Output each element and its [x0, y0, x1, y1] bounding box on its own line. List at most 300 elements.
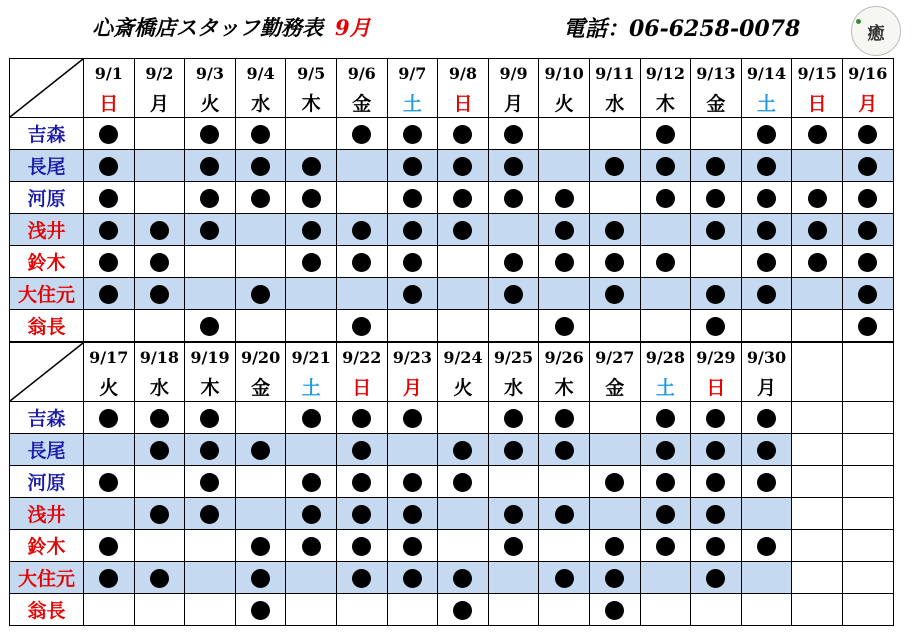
shift-cell: [235, 402, 286, 434]
on-duty-dot-icon: [453, 569, 472, 588]
shift-cell: [691, 214, 742, 246]
shift-cell: [134, 246, 185, 278]
weekday-header: 日: [792, 88, 843, 118]
on-duty-dot-icon: [504, 409, 523, 428]
shift-cell: [185, 562, 236, 594]
date-header: 9/19: [185, 343, 236, 373]
shift-cell: [792, 182, 843, 214]
on-duty-dot-icon: [605, 537, 624, 556]
shift-cell: [336, 594, 387, 626]
shift-cell: [134, 118, 185, 150]
shift-cell: [741, 118, 792, 150]
shift-cell: [438, 594, 489, 626]
on-duty-dot-icon: [656, 441, 675, 460]
on-duty-dot-icon: [656, 537, 675, 556]
shift-cell: [336, 530, 387, 562]
on-duty-dot-icon: [251, 441, 270, 460]
on-duty-dot-icon: [504, 189, 523, 208]
on-duty-dot-icon: [605, 601, 624, 620]
on-duty-dot-icon: [200, 221, 219, 240]
on-duty-dot-icon: [251, 157, 270, 176]
shift-cell: [488, 278, 539, 310]
weekday-header: 日: [438, 88, 489, 118]
on-duty-dot-icon: [555, 441, 574, 460]
shift-cell: [185, 118, 236, 150]
shift-cell: [438, 214, 489, 246]
on-duty-dot-icon: [808, 253, 827, 272]
staff-name: 長尾: [10, 150, 84, 182]
shift-cell: [286, 278, 337, 310]
weekday-header: 火: [438, 372, 489, 402]
page-header: [0, 0, 916, 58]
shift-cell: [539, 150, 590, 182]
on-duty-dot-icon: [403, 473, 422, 492]
on-duty-dot-icon: [555, 317, 574, 336]
on-duty-dot-icon: [555, 409, 574, 428]
on-duty-dot-icon: [706, 189, 725, 208]
weekday-header: 木: [539, 372, 590, 402]
staff-row: [10, 466, 894, 498]
on-duty-dot-icon: [99, 537, 118, 556]
shift-cell: [438, 434, 489, 466]
shift-cell: [640, 466, 691, 498]
shift-cell: [488, 434, 539, 466]
on-duty-dot-icon: [200, 441, 219, 460]
weekday-header: 月: [741, 372, 792, 402]
weekday-row: [10, 88, 894, 118]
shift-cell: [842, 530, 893, 562]
shift-cell: [387, 246, 438, 278]
on-duty-dot-icon: [808, 125, 827, 144]
on-duty-dot-icon: [858, 253, 877, 272]
date-header: 9/24: [438, 343, 489, 373]
on-duty-dot-icon: [453, 221, 472, 240]
on-duty-dot-icon: [302, 253, 321, 272]
shift-cell: [134, 498, 185, 530]
shift-cell: [134, 434, 185, 466]
weekday-header: 日: [691, 372, 742, 402]
on-duty-dot-icon: [504, 505, 523, 524]
shift-cell: [691, 182, 742, 214]
shift-cell: [134, 182, 185, 214]
shift-cell: [640, 594, 691, 626]
shift-cell: [387, 402, 438, 434]
shift-cell: [640, 310, 691, 342]
on-duty-dot-icon: [757, 473, 776, 492]
diagonal-line: [10, 343, 83, 401]
shift-cell: [792, 246, 843, 278]
shift-cell: [640, 118, 691, 150]
shift-cell: [691, 562, 742, 594]
on-duty-dot-icon: [403, 569, 422, 588]
date-header: 9/5: [286, 59, 337, 89]
on-duty-dot-icon: [555, 221, 574, 240]
shift-cell: [336, 402, 387, 434]
shift-cell: [84, 466, 135, 498]
on-duty-dot-icon: [200, 157, 219, 176]
shift-cell: [134, 562, 185, 594]
shift-cell: [640, 530, 691, 562]
weekday-header: [842, 372, 893, 402]
shift-cell: [488, 530, 539, 562]
shift-cell: [792, 214, 843, 246]
date-header: 9/7: [387, 59, 438, 89]
shift-cell: [286, 434, 337, 466]
staff-name: 翁長: [10, 594, 84, 626]
shift-cell: [235, 562, 286, 594]
staff-row: [10, 310, 894, 342]
on-duty-dot-icon: [302, 409, 321, 428]
shift-cell: [539, 434, 590, 466]
shift-cell: [589, 594, 640, 626]
staff-row: [10, 434, 894, 466]
on-duty-dot-icon: [302, 221, 321, 240]
shift-cell: [589, 530, 640, 562]
shift-cell: [741, 466, 792, 498]
shift-cell: [691, 498, 742, 530]
shift-cell: [134, 150, 185, 182]
shift-cell: [539, 498, 590, 530]
shift-cell: [792, 594, 843, 626]
shift-cell: [640, 562, 691, 594]
shift-cell: [842, 434, 893, 466]
date-header: 9/21: [286, 343, 337, 373]
on-duty-dot-icon: [403, 537, 422, 556]
on-duty-dot-icon: [99, 157, 118, 176]
shift-cell: [438, 118, 489, 150]
on-duty-dot-icon: [200, 473, 219, 492]
date-header: 9/26: [539, 343, 590, 373]
on-duty-dot-icon: [656, 189, 675, 208]
on-duty-dot-icon: [555, 505, 574, 524]
date-header: 9/11: [589, 59, 640, 89]
on-duty-dot-icon: [403, 189, 422, 208]
shift-cell: [691, 594, 742, 626]
shift-cell: [539, 118, 590, 150]
date-header: 9/1: [84, 59, 135, 89]
on-duty-dot-icon: [706, 409, 725, 428]
shift-cell: [741, 402, 792, 434]
date-header: 9/10: [539, 59, 590, 89]
shift-cell: [438, 402, 489, 434]
shift-cell: [387, 530, 438, 562]
shift-cell: [741, 246, 792, 278]
on-duty-dot-icon: [706, 221, 725, 240]
on-duty-dot-icon: [352, 569, 371, 588]
on-duty-dot-icon: [858, 157, 877, 176]
on-duty-dot-icon: [200, 505, 219, 524]
date-header: 9/28: [640, 343, 691, 373]
weekday-header: 火: [185, 88, 236, 118]
date-header: 9/14: [741, 59, 792, 89]
shift-cell: [842, 466, 893, 498]
shift-cell: [842, 150, 893, 182]
shift-cell: [741, 434, 792, 466]
shift-cell: [589, 278, 640, 310]
shift-cell: [387, 150, 438, 182]
date-header: 9/16: [842, 59, 893, 89]
date-row: [10, 343, 894, 373]
on-duty-dot-icon: [99, 253, 118, 272]
on-duty-dot-icon: [757, 409, 776, 428]
shift-cell: [640, 182, 691, 214]
staff-name: 鈴木: [10, 530, 84, 562]
shift-cell: [134, 466, 185, 498]
shift-cell: [589, 562, 640, 594]
shift-cell: [741, 530, 792, 562]
shift-cell: [691, 278, 742, 310]
shift-cell: [842, 214, 893, 246]
on-duty-dot-icon: [403, 221, 422, 240]
shift-cell: [286, 562, 337, 594]
shift-cell: [792, 150, 843, 182]
on-duty-dot-icon: [251, 285, 270, 304]
date-header: 9/18: [134, 343, 185, 373]
shift-cell: [792, 562, 843, 594]
shift-cell: [741, 182, 792, 214]
shift-cell: [488, 182, 539, 214]
on-duty-dot-icon: [656, 409, 675, 428]
date-header: 9/27: [589, 343, 640, 373]
weekday-header: 水: [235, 88, 286, 118]
shift-cell: [387, 562, 438, 594]
weekday-row: [10, 372, 894, 402]
shift-cell: [336, 466, 387, 498]
shift-cell: [539, 214, 590, 246]
shift-cell: [185, 498, 236, 530]
on-duty-dot-icon: [99, 125, 118, 144]
on-duty-dot-icon: [605, 221, 624, 240]
on-duty-dot-icon: [200, 317, 219, 336]
shift-cell: [336, 278, 387, 310]
on-duty-dot-icon: [99, 473, 118, 492]
shift-cell: [842, 594, 893, 626]
on-duty-dot-icon: [251, 537, 270, 556]
shift-cell: [336, 118, 387, 150]
weekday-header: 火: [84, 372, 135, 402]
shift-cell: [488, 310, 539, 342]
staff-row: [10, 118, 894, 150]
on-duty-dot-icon: [150, 505, 169, 524]
shift-cell: [387, 118, 438, 150]
shift-cell: [134, 214, 185, 246]
on-duty-dot-icon: [453, 189, 472, 208]
shift-cell: [691, 466, 742, 498]
shift-cell: [84, 214, 135, 246]
weekday-header: 月: [488, 88, 539, 118]
shift-cell: [235, 278, 286, 310]
shift-cell: [589, 498, 640, 530]
weekday-header: 水: [589, 88, 640, 118]
shift-cell: [589, 150, 640, 182]
weekday-header: [792, 372, 843, 402]
on-duty-dot-icon: [453, 441, 472, 460]
on-duty-dot-icon: [99, 409, 118, 428]
on-duty-dot-icon: [555, 189, 574, 208]
corner-cell: [10, 59, 84, 118]
on-duty-dot-icon: [403, 409, 422, 428]
shift-cell: [539, 594, 590, 626]
shift-cell: [691, 434, 742, 466]
shift-cell: [134, 530, 185, 562]
shift-cell: [691, 150, 742, 182]
staff-name: 鈴木: [10, 246, 84, 278]
shift-cell: [185, 278, 236, 310]
date-header: 9/22: [336, 343, 387, 373]
shift-cell: [792, 498, 843, 530]
shift-cell: [336, 310, 387, 342]
shift-cell: [387, 278, 438, 310]
staff-name: 浅井: [10, 214, 84, 246]
shift-cell: [387, 182, 438, 214]
on-duty-dot-icon: [656, 157, 675, 176]
date-header: 9/9: [488, 59, 539, 89]
on-duty-dot-icon: [605, 473, 624, 492]
shift-cell: [84, 118, 135, 150]
on-duty-dot-icon: [251, 601, 270, 620]
weekday-header: 火: [539, 88, 590, 118]
shift-cell: [539, 278, 590, 310]
on-duty-dot-icon: [352, 317, 371, 336]
shift-cell: [589, 182, 640, 214]
shift-cell: [235, 246, 286, 278]
shift-cell: [640, 150, 691, 182]
brand-logo: [851, 6, 901, 56]
shift-cell: [286, 118, 337, 150]
on-duty-dot-icon: [403, 157, 422, 176]
shift-cell: [640, 434, 691, 466]
shift-cell: [235, 594, 286, 626]
staff-name: 吉森: [10, 402, 84, 434]
on-duty-dot-icon: [555, 569, 574, 588]
on-duty-dot-icon: [453, 157, 472, 176]
shift-cell: [488, 150, 539, 182]
on-duty-dot-icon: [808, 189, 827, 208]
shift-cell: [589, 402, 640, 434]
shift-cell: [691, 530, 742, 562]
on-duty-dot-icon: [352, 409, 371, 428]
on-duty-dot-icon: [150, 253, 169, 272]
shift-cell: [842, 310, 893, 342]
staff-row: [10, 246, 894, 278]
on-duty-dot-icon: [403, 125, 422, 144]
shift-cell: [336, 562, 387, 594]
shift-cell: [185, 150, 236, 182]
shift-cell: [488, 466, 539, 498]
shift-cell: [235, 498, 286, 530]
shift-cell: [741, 310, 792, 342]
shift-cell: [185, 182, 236, 214]
shift-cell: [640, 246, 691, 278]
on-duty-dot-icon: [352, 253, 371, 272]
shift-cell: [488, 246, 539, 278]
shift-cell: [84, 594, 135, 626]
shift-cell: [539, 402, 590, 434]
shift-cell: [842, 278, 893, 310]
shift-cell: [488, 118, 539, 150]
shift-cell: [84, 530, 135, 562]
shift-cell: [792, 530, 843, 562]
weekday-header: 月: [134, 88, 185, 118]
shift-cell: [539, 182, 590, 214]
date-header: 9/23: [387, 343, 438, 373]
weekday-header: 水: [488, 372, 539, 402]
shift-cell: [185, 214, 236, 246]
shift-cell: [185, 466, 236, 498]
on-duty-dot-icon: [302, 537, 321, 556]
date-header: 9/30: [741, 343, 792, 373]
shift-cell: [84, 498, 135, 530]
on-duty-dot-icon: [757, 441, 776, 460]
shift-cell: [235, 214, 286, 246]
on-duty-dot-icon: [656, 125, 675, 144]
shift-cell: [185, 402, 236, 434]
shift-cell: [387, 434, 438, 466]
shift-cell: [589, 466, 640, 498]
shift-cell: [640, 402, 691, 434]
on-duty-dot-icon: [706, 317, 725, 336]
shift-cell: [539, 310, 590, 342]
on-duty-dot-icon: [99, 221, 118, 240]
on-duty-dot-icon: [150, 409, 169, 428]
weekday-header: 金: [235, 372, 286, 402]
on-duty-dot-icon: [605, 285, 624, 304]
on-duty-dot-icon: [352, 125, 371, 144]
on-duty-dot-icon: [352, 537, 371, 556]
staff-name: 長尾: [10, 434, 84, 466]
weekday-header: 木: [185, 372, 236, 402]
on-duty-dot-icon: [757, 189, 776, 208]
shift-cell: [336, 498, 387, 530]
page-title: [92, 12, 371, 42]
weekday-header: 土: [741, 88, 792, 118]
on-duty-dot-icon: [858, 317, 877, 336]
shift-cell: [741, 278, 792, 310]
on-duty-dot-icon: [302, 189, 321, 208]
on-duty-dot-icon: [757, 157, 776, 176]
weekday-header: 水: [134, 372, 185, 402]
on-duty-dot-icon: [200, 409, 219, 428]
on-duty-dot-icon: [706, 157, 725, 176]
date-header: 9/3: [185, 59, 236, 89]
shift-cell: [741, 150, 792, 182]
on-duty-dot-icon: [757, 285, 776, 304]
diagonal-line: [10, 59, 83, 117]
shift-cell: [387, 498, 438, 530]
shift-cell: [792, 310, 843, 342]
shift-cell: [842, 498, 893, 530]
staff-row: [10, 150, 894, 182]
title-text: 心斎橋店スタッフ勤務表: [92, 15, 323, 40]
on-duty-dot-icon: [757, 221, 776, 240]
on-duty-dot-icon: [555, 253, 574, 272]
shift-cell: [336, 246, 387, 278]
shift-cell: [741, 562, 792, 594]
on-duty-dot-icon: [150, 221, 169, 240]
on-duty-dot-icon: [453, 125, 472, 144]
shift-cell: [286, 466, 337, 498]
staff-row: [10, 402, 894, 434]
weekday-header: 日: [84, 88, 135, 118]
shift-cell: [185, 594, 236, 626]
shift-cell: [438, 150, 489, 182]
shift-cell: [438, 278, 489, 310]
on-duty-dot-icon: [808, 221, 827, 240]
weekday-header: 月: [842, 88, 893, 118]
staff-name: 翁長: [10, 310, 84, 342]
on-duty-dot-icon: [757, 537, 776, 556]
shift-cell: [438, 310, 489, 342]
